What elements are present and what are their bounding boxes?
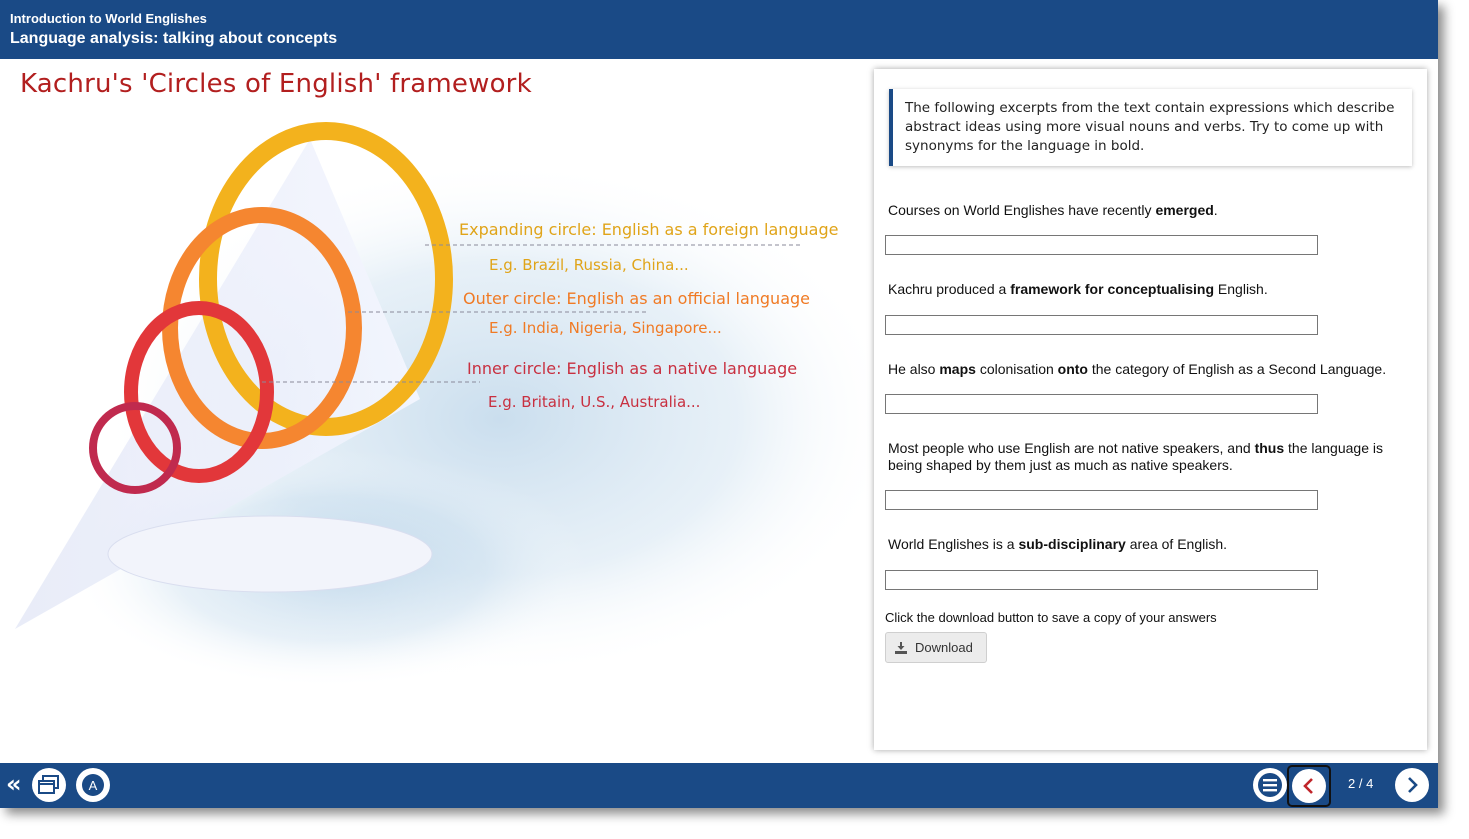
accessibility-button[interactable] <box>76 768 110 802</box>
letter-a-icon <box>80 772 106 798</box>
download-button-label: Download <box>915 640 973 655</box>
question-3: He also maps colonisation onto the category of English as a Second Language. <box>888 361 1387 377</box>
question-2: Kachru produced a framework for conceptualising English. <box>888 281 1268 297</box>
chevron-right-icon <box>1403 776 1421 794</box>
footer-bar <box>0 763 1438 808</box>
answer-input-2[interactable] <box>885 315 1318 335</box>
hamburger-icon <box>1257 772 1283 798</box>
header-bar <box>0 0 1438 59</box>
page-indicator: 2 / 4 <box>1348 776 1374 791</box>
answer-input-1[interactable] <box>885 235 1318 255</box>
download-instructions: Click the download button to save a copy of your answers <box>885 610 1217 625</box>
answer-input-5[interactable] <box>885 570 1318 590</box>
activity-panel <box>874 69 1427 750</box>
expanding-circle-example: E.g. Brazil, Russia, China... <box>489 256 689 274</box>
circles-diagram <box>0 99 870 759</box>
windows-button[interactable] <box>32 768 66 802</box>
outer-circle-example: E.g. India, Nigeria, Singapore... <box>489 319 722 337</box>
outer-circle-title: Outer circle: English as an official language <box>463 289 810 308</box>
slide-heading: Kachru's 'Circles of English' framework <box>20 69 532 99</box>
svg-text:A: A <box>88 778 98 793</box>
double-chevron-left-icon[interactable]: « <box>6 770 22 798</box>
windows-icon <box>37 774 61 796</box>
slide-stage <box>0 59 1438 763</box>
prev-page-button[interactable] <box>1292 769 1326 803</box>
answer-input-3[interactable] <box>885 394 1318 414</box>
question-1: Courses on World Englishes have recently emerged. <box>888 202 1218 218</box>
download-button[interactable] <box>885 632 987 663</box>
course-title: Introduction to World Englishes <box>10 11 207 26</box>
instructions-box: The following excerpts from the text contain expressions which describe abstract ideas using more visual nouns and verbs. Try to come up with synonyms for the language in bold. <box>889 89 1412 166</box>
question-4: Most people who use English are not native speakers, and thus the language is being shaped by them just as much as native speakers. <box>888 440 1383 473</box>
expanding-circle-title: Expanding circle: English as a foreign language <box>459 220 839 239</box>
menu-button[interactable] <box>1253 768 1287 802</box>
answer-input-4[interactable] <box>885 490 1318 510</box>
cone-base-ellipse <box>108 516 432 592</box>
download-icon <box>894 641 908 655</box>
next-page-button[interactable] <box>1395 768 1429 802</box>
page-title: Language analysis: talking about concepts <box>10 30 338 47</box>
inner-circle-example: E.g. Britain, U.S., Australia... <box>488 393 701 411</box>
inner-circle-title: Inner circle: English as a native language <box>467 359 798 378</box>
prev-page-button-focus <box>1287 765 1331 807</box>
chevron-left-icon <box>1300 777 1318 795</box>
question-5: World Englishes is a sub-disciplinary area of English. <box>888 536 1227 552</box>
